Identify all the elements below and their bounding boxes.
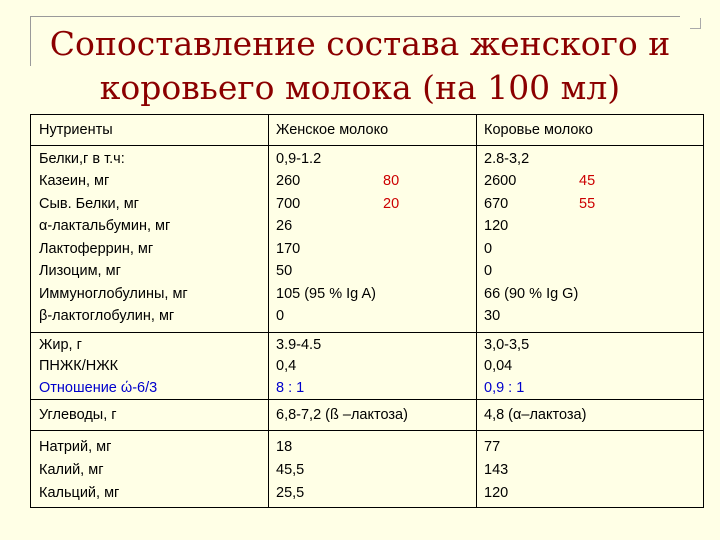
comparison-table — [30, 114, 704, 508]
female-carbs: 6,8-7,2 (ß –лактоза) — [276, 407, 408, 423]
cow-pufa-ratio: 0,04 — [484, 358, 513, 374]
decorative-corner-mark — [690, 18, 701, 29]
female-protein: 0,9-1.2 — [276, 151, 322, 167]
cow-lactoferrin: 0 — [484, 241, 493, 257]
female-lysozyme: 50 — [276, 263, 293, 279]
cow-whey-percent: 55 — [579, 196, 596, 212]
cow-fat: 3,0-3,5 — [484, 337, 530, 353]
title-line-1: Сопоставление состава женского и — [49, 24, 671, 63]
cow-immunoglobulins: 66 (90 % Ig G) — [484, 286, 579, 302]
female-sodium: 18 — [276, 439, 293, 455]
cow-lysozyme: 0 — [484, 263, 493, 279]
sodium-label: Натрий, мг — [39, 439, 112, 455]
female-whey: 700 — [276, 196, 301, 212]
column-divider — [476, 115, 477, 507]
female-pufa-ratio: 0,4 — [276, 358, 297, 374]
female-immunoglobulins: 105 (95 % Ig A) — [276, 286, 376, 302]
female-lactoglobulin: 0 — [276, 308, 285, 324]
female-omega-ratio: 8 : 1 — [276, 380, 305, 396]
row-divider — [31, 332, 703, 333]
row-divider — [31, 430, 703, 431]
carbs-label: Углеводы, г — [39, 407, 117, 423]
cow-casein-percent: 45 — [579, 173, 596, 189]
lactalbumin-label: α-лактальбумин, мг — [39, 218, 171, 234]
cow-lactalbumin: 120 — [484, 218, 509, 234]
decorative-top-line — [30, 16, 680, 17]
female-lactoferrin: 170 — [276, 241, 301, 257]
female-casein-percent: 80 — [383, 173, 400, 189]
cow-potassium: 143 — [484, 462, 509, 478]
whey-label: Сыв. Белки, мг — [39, 196, 139, 212]
cow-calcium: 120 — [484, 485, 509, 501]
immunoglobulins-label: Иммуноглобулины, мг — [39, 286, 188, 302]
pufa-ratio-label: ПНЖК/НЖК — [39, 358, 119, 374]
cow-omega-ratio: 0,9 : 1 — [484, 380, 525, 396]
cow-whey: 670 — [484, 196, 509, 212]
title-line-2: коровьего молока (на 100 мл) — [99, 68, 621, 107]
lactoglobulin-label: β-лактоглобулин, мг — [39, 308, 175, 324]
header-nutrients: Нутриенты — [39, 122, 113, 138]
potassium-label: Калий, мг — [39, 462, 104, 478]
lactoferrin-label: Лактоферрин, мг — [39, 241, 154, 257]
casein-label: Казеин, мг — [39, 173, 110, 189]
column-divider — [268, 115, 269, 507]
omega-ratio-label: Отношение ώ-6/3 — [39, 380, 158, 396]
page-title — [30, 22, 690, 110]
female-whey-percent: 20 — [383, 196, 400, 212]
cow-casein: 2600 — [484, 173, 517, 189]
cow-sodium: 77 — [484, 439, 501, 455]
cow-protein: 2.8-3,2 — [484, 151, 530, 167]
cow-carbs: 4,8 (α–лактоза) — [484, 407, 587, 423]
row-divider — [31, 145, 703, 146]
cow-lactoglobulin: 30 — [484, 308, 501, 324]
fat-label: Жир, г — [39, 337, 82, 353]
female-casein: 260 — [276, 173, 301, 189]
female-potassium: 45,5 — [276, 462, 305, 478]
female-fat: 3.9-4.5 — [276, 337, 322, 353]
header-female-milk: Женское молоко — [276, 122, 389, 138]
header-cow-milk: Коровье молоко — [484, 122, 593, 138]
lysozyme-label: Лизоцим, мг — [39, 263, 121, 279]
female-lactalbumin: 26 — [276, 218, 293, 234]
calcium-label: Кальций, мг — [39, 485, 120, 501]
female-calcium: 25,5 — [276, 485, 305, 501]
protein-label: Белки,г в т.ч: — [39, 151, 125, 167]
